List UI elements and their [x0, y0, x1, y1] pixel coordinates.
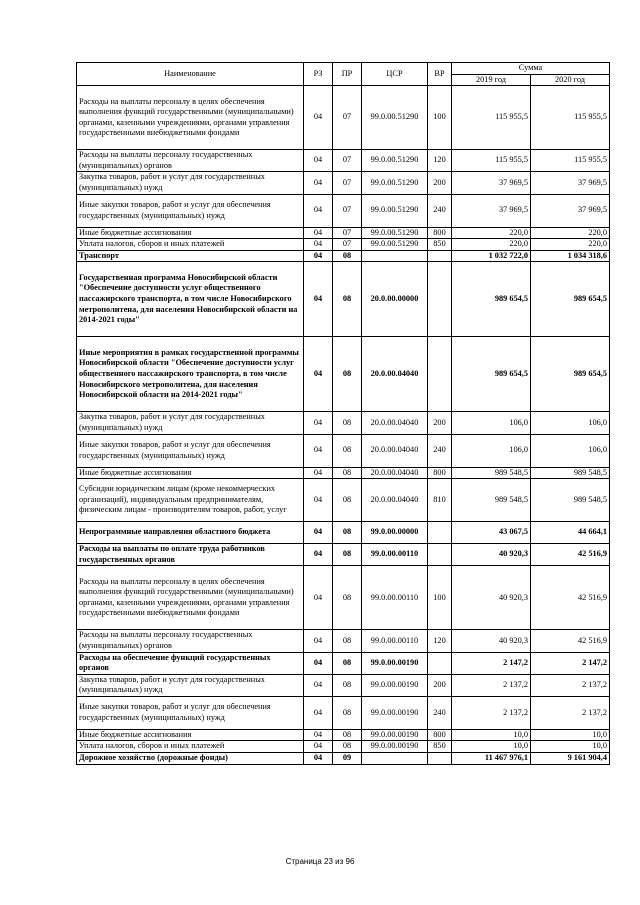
cell-vr: 810 — [428, 479, 452, 522]
cell-2020: 106,0 — [531, 412, 610, 434]
page-number: Страница 23 из 96 — [285, 857, 355, 866]
cell-csr: 99.0.00.51290 — [362, 239, 428, 251]
cell-vr: 100 — [428, 566, 452, 630]
cell-rz: 04 — [304, 696, 333, 729]
cell-csr: 99.0.00.00190 — [362, 652, 428, 674]
cell-pr: 08 — [333, 630, 362, 652]
table-row — [77, 741, 610, 753]
cell-2019: 106,0 — [452, 412, 531, 434]
cell-name: Иные закупки товаров, работ и услуг для обеспечения государственных (муниципальных) нужд — [77, 696, 304, 729]
cell-vr: 240 — [428, 194, 452, 227]
cell-vr — [428, 250, 452, 262]
cell-csr: 99.0.00.51290 — [362, 86, 428, 150]
cell-csr: 20.0.00.04040 — [362, 337, 428, 412]
cell-name: Расходы на выплаты по оплате труда работников государственных органов — [77, 544, 304, 566]
table-row — [77, 674, 610, 696]
cell-rz: 04 — [304, 729, 333, 741]
cell-2020: 989 654,5 — [531, 262, 610, 337]
cell-2019: 2 147,2 — [452, 652, 531, 674]
cell-2020: 220,0 — [531, 227, 610, 239]
cell-2020: 42 516,9 — [531, 544, 610, 566]
cell-pr: 07 — [333, 172, 362, 194]
table-row — [77, 262, 610, 337]
cell-2020: 106,0 — [531, 434, 610, 467]
cell-rz: 04 — [304, 544, 333, 566]
cell-pr: 07 — [333, 227, 362, 239]
cell-name: Расходы на выплаты персоналу в целях обеспечения выполнения функций государственными (муниципальными) органами, казенными учреждениями, органами управления государственными внебюджетными фондами — [77, 86, 304, 150]
cell-vr: 100 — [428, 86, 452, 150]
cell-name: Расходы на выплаты персоналу государственных (муниципальных) органов — [77, 630, 304, 652]
cell-vr: 800 — [428, 467, 452, 479]
cell-name: Иные бюджетные ассигнования — [77, 467, 304, 479]
cell-2019: 115 955,5 — [452, 86, 531, 150]
budget-table — [76, 62, 610, 765]
cell-vr: 850 — [428, 741, 452, 753]
table-row — [77, 434, 610, 467]
cell-name: Иные бюджетные ассигнования — [77, 729, 304, 741]
cell-2020: 42 516,9 — [531, 630, 610, 652]
table-row — [77, 194, 610, 227]
cell-pr: 08 — [333, 412, 362, 434]
cell-2019: 10,0 — [452, 741, 531, 753]
cell-name: Расходы на обеспечение функций государственных органов — [77, 652, 304, 674]
cell-2019: 43 067,5 — [452, 522, 531, 544]
cell-vr: 120 — [428, 630, 452, 652]
cell-rz: 04 — [304, 479, 333, 522]
cell-name: Иные закупки товаров, работ и услуг для обеспечения государственных (муниципальных) нужд — [77, 194, 304, 227]
cell-csr: 20.0.00.04040 — [362, 467, 428, 479]
cell-csr: 99.0.00.00000 — [362, 522, 428, 544]
cell-rz: 04 — [304, 566, 333, 630]
cell-2020: 115 955,5 — [531, 150, 610, 172]
cell-name: Государственная программа Новосибирской области "Обеспечение доступности услуг общественного пассажирского транспорта, в том числе Новосибирского метрополитена, для населения Новосибирской области на 2014-2021 годы" — [77, 262, 304, 337]
header-vr: ВР — [428, 63, 452, 86]
cell-rz: 04 — [304, 753, 333, 765]
cell-rz: 04 — [304, 522, 333, 544]
cell-pr: 08 — [333, 566, 362, 630]
cell-rz: 04 — [304, 194, 333, 227]
cell-vr: 800 — [428, 227, 452, 239]
cell-vr — [428, 753, 452, 765]
cell-2020: 37 969,5 — [531, 194, 610, 227]
cell-2019: 2 137,2 — [452, 696, 531, 729]
cell-vr: 120 — [428, 150, 452, 172]
cell-rz: 04 — [304, 412, 333, 434]
table-row — [77, 566, 610, 630]
cell-name: Расходы на выплаты персоналу государственных (муниципальных) органов — [77, 150, 304, 172]
cell-2020: 2 147,2 — [531, 652, 610, 674]
header-sum: Сумма — [452, 63, 610, 75]
table-row — [77, 412, 610, 434]
cell-pr: 07 — [333, 239, 362, 251]
cell-vr: 200 — [428, 412, 452, 434]
cell-name: Иные мероприятия в рамках государственной программы Новосибирской области "Обеспечение доступности услуг общественного пассажирского транспорта, в том числе Новосибирского метрополитена, для населения Новосибирской области на 2014-2021 годы" — [77, 337, 304, 412]
cell-2020: 989 548,5 — [531, 479, 610, 522]
cell-vr — [428, 544, 452, 566]
cell-rz: 04 — [304, 250, 333, 262]
cell-pr: 08 — [333, 479, 362, 522]
table-body — [77, 86, 610, 764]
header-csr: ЦСР — [362, 63, 428, 86]
table-row — [77, 652, 610, 674]
cell-2020: 2 137,2 — [531, 696, 610, 729]
cell-csr: 99.0.00.51290 — [362, 227, 428, 239]
cell-2019: 11 467 976,1 — [452, 753, 531, 765]
cell-2019: 1 032 722,0 — [452, 250, 531, 262]
header-2020: 2020 год — [531, 74, 610, 86]
cell-csr: 99.0.00.00190 — [362, 741, 428, 753]
cell-pr: 08 — [333, 696, 362, 729]
cell-2019: 40 920,3 — [452, 630, 531, 652]
table-row — [77, 250, 610, 262]
cell-vr — [428, 522, 452, 544]
table-row — [77, 150, 610, 172]
cell-pr: 08 — [333, 337, 362, 412]
cell-csr: 20.0.00.00000 — [362, 262, 428, 337]
cell-name: Расходы на выплаты персоналу в целях обеспечения выполнения функций государственными (муниципальными) органами, казенными учреждениями, органами управления государственными внебюджетными фондами — [77, 566, 304, 630]
header-2019: 2019 год — [452, 74, 531, 86]
cell-pr: 07 — [333, 86, 362, 150]
cell-2019: 10,0 — [452, 729, 531, 741]
table-row — [77, 86, 610, 150]
cell-rz: 04 — [304, 172, 333, 194]
table-row — [77, 522, 610, 544]
table-header — [77, 63, 610, 86]
cell-2019: 989 654,5 — [452, 262, 531, 337]
cell-2019: 2 137,2 — [452, 674, 531, 696]
cell-rz: 04 — [304, 652, 333, 674]
cell-pr: 08 — [333, 729, 362, 741]
table-row — [77, 337, 610, 412]
cell-2020: 42 516,9 — [531, 566, 610, 630]
cell-pr: 08 — [333, 652, 362, 674]
cell-pr: 07 — [333, 194, 362, 227]
cell-pr: 07 — [333, 150, 362, 172]
cell-csr: 99.0.00.00190 — [362, 729, 428, 741]
cell-2019: 40 920,3 — [452, 544, 531, 566]
cell-vr: 200 — [428, 674, 452, 696]
cell-pr: 08 — [333, 262, 362, 337]
table-row — [77, 729, 610, 741]
cell-csr: 99.0.00.51290 — [362, 150, 428, 172]
cell-pr: 08 — [333, 674, 362, 696]
cell-vr — [428, 262, 452, 337]
cell-name: Субсидии юридическим лицам (кроме некоммерческих организаций), индивидуальным предпринимателям, физическим лицам - производителям товаров, работ, услуг — [77, 479, 304, 522]
cell-csr: 99.0.00.00110 — [362, 566, 428, 630]
cell-2019: 220,0 — [452, 239, 531, 251]
cell-name: Уплата налогов, сборов и иных платежей — [77, 741, 304, 753]
cell-2019: 989 548,5 — [452, 479, 531, 522]
cell-2019: 40 920,3 — [452, 566, 531, 630]
cell-2020: 10,0 — [531, 729, 610, 741]
cell-2019: 37 969,5 — [452, 194, 531, 227]
cell-name: Дорожное хозяйство (дорожные фонды) — [77, 753, 304, 765]
cell-vr — [428, 652, 452, 674]
cell-name: Непрограммные направления областного бюджета — [77, 522, 304, 544]
cell-csr: 99.0.00.00190 — [362, 696, 428, 729]
table-row — [77, 479, 610, 522]
cell-rz: 04 — [304, 674, 333, 696]
cell-2020: 220,0 — [531, 239, 610, 251]
cell-2020: 989 654,5 — [531, 337, 610, 412]
cell-pr: 08 — [333, 250, 362, 262]
cell-csr: 20.0.00.04040 — [362, 412, 428, 434]
cell-rz: 04 — [304, 337, 333, 412]
cell-pr: 08 — [333, 741, 362, 753]
cell-2019: 989 654,5 — [452, 337, 531, 412]
cell-rz: 04 — [304, 150, 333, 172]
cell-csr — [362, 753, 428, 765]
cell-2019: 220,0 — [452, 227, 531, 239]
table-row — [77, 172, 610, 194]
cell-pr: 09 — [333, 753, 362, 765]
table-row — [77, 696, 610, 729]
cell-name: Закупка товаров, работ и услуг для государственных (муниципальных) нужд — [77, 412, 304, 434]
cell-rz: 04 — [304, 434, 333, 467]
cell-csr: 20.0.00.04040 — [362, 479, 428, 522]
cell-pr: 08 — [333, 544, 362, 566]
cell-vr: 240 — [428, 696, 452, 729]
cell-2020: 989 548,5 — [531, 467, 610, 479]
cell-rz: 04 — [304, 262, 333, 337]
cell-2019: 37 969,5 — [452, 172, 531, 194]
cell-rz: 04 — [304, 741, 333, 753]
cell-name: Уплата налогов, сборов и иных платежей — [77, 239, 304, 251]
cell-name: Закупка товаров, работ и услуг для государственных (муниципальных) нужд — [77, 674, 304, 696]
cell-2020: 115 955,5 — [531, 86, 610, 150]
cell-csr: 20.0.00.04040 — [362, 434, 428, 467]
table-row — [77, 544, 610, 566]
cell-rz: 04 — [304, 227, 333, 239]
cell-pr: 08 — [333, 434, 362, 467]
cell-vr: 800 — [428, 729, 452, 741]
cell-csr: 99.0.00.51290 — [362, 194, 428, 227]
header-pr: ПР — [333, 63, 362, 86]
cell-name: Иные бюджетные ассигнования — [77, 227, 304, 239]
cell-2020: 44 664,1 — [531, 522, 610, 544]
cell-vr: 850 — [428, 239, 452, 251]
cell-rz: 04 — [304, 86, 333, 150]
cell-vr — [428, 337, 452, 412]
cell-name: Закупка товаров, работ и услуг для государственных (муниципальных) нужд — [77, 172, 304, 194]
table-row — [77, 467, 610, 479]
cell-name: Иные закупки товаров, работ и услуг для обеспечения государственных (муниципальных) нужд — [77, 434, 304, 467]
cell-vr: 240 — [428, 434, 452, 467]
cell-2020: 9 161 904,4 — [531, 753, 610, 765]
table-row — [77, 227, 610, 239]
table-row — [77, 630, 610, 652]
header-name: Наименование — [77, 63, 304, 86]
cell-vr: 200 — [428, 172, 452, 194]
cell-2020: 10,0 — [531, 741, 610, 753]
cell-rz: 04 — [304, 630, 333, 652]
cell-csr: 99.0.00.00190 — [362, 674, 428, 696]
cell-pr: 08 — [333, 522, 362, 544]
cell-csr — [362, 250, 428, 262]
cell-name: Транспорт — [77, 250, 304, 262]
cell-pr: 08 — [333, 467, 362, 479]
cell-2019: 106,0 — [452, 434, 531, 467]
cell-2020: 1 034 318,6 — [531, 250, 610, 262]
cell-rz: 04 — [304, 239, 333, 251]
cell-2019: 115 955,5 — [452, 150, 531, 172]
header-rz: РЗ — [304, 63, 333, 86]
cell-csr: 99.0.00.51290 — [362, 172, 428, 194]
cell-csr: 99.0.00.00110 — [362, 544, 428, 566]
cell-2020: 2 137,2 — [531, 674, 610, 696]
table-row — [77, 239, 610, 251]
cell-csr: 99.0.00.00110 — [362, 630, 428, 652]
cell-2020: 37 969,5 — [531, 172, 610, 194]
table-row — [77, 753, 610, 765]
cell-rz: 04 — [304, 467, 333, 479]
cell-2019: 989 548,5 — [452, 467, 531, 479]
